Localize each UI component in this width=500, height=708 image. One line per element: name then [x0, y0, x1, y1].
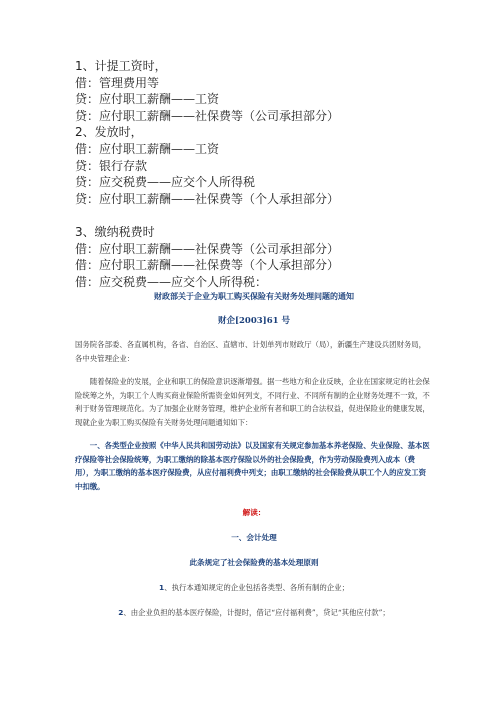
journal-line: 贷：应交税费——应交个人所得税 [75, 175, 256, 190]
journal-line: 2、发放时， [75, 125, 143, 140]
journal-line: 借：应付职工薪酬——社保费等（个人承担部分） [75, 258, 340, 273]
interpretation-heading: 解读： [242, 508, 266, 517]
journal-entries [75, 58, 455, 290]
journal-line: 贷：应付职工薪酬——社保费等（个人承担部分） [75, 191, 340, 206]
journal-line: 1、计提工资时， [75, 59, 167, 73]
journal-line: 贷：银行存款 [75, 158, 148, 173]
journal-line: 借：应交税费——应交个人所得税： [75, 274, 268, 289]
journal-line: 借：管理费用等 [75, 75, 160, 90]
clause-one: 一、各类型企业按照《中华人民共和国劳动法》以及国家有关规定参加基本养老保险、失业保险、基本医疗保险等社会保险统筹，为职工缴纳的除基本医疗保险以外的社会保险费，作为劳动保险费列入成本（费用），为职工缴纳的基本医疗保险费，从应付福利费中列支；由职工缴纳的社会保险费从职工个人的应发工资中扣缴。 [75, 441, 430, 491]
journal-line: 借：应付职工薪酬——工资 [75, 141, 220, 156]
blank-line [75, 207, 455, 224]
journal-line: 3、缴纳税费时 [75, 224, 155, 239]
notice-title: 财政部关于企业为职工购买保险有关财务处理问题的通知 [154, 291, 354, 301]
addressee: 国务院各部委、各直属机构，各省、自治区、直辖市、计划单列市财政厅（局），新疆生产建设兵团财务局，各中央管理企业： [75, 340, 427, 363]
document-number: 财企[2003]61 号 [218, 316, 290, 326]
journal-line: 贷：应付职工薪酬——工资 [75, 92, 220, 107]
body-paragraph: 随着保险业的发展，企业和职工的保险意识逐渐增强。据一些地方和企业反映，企业在国家规定的社会保险统筹之外，为职工个人购买商业保险所需资金如何列支，不同行业、不同所有制的企业财务处理不一致，不利于财务管理规范化。为了加强企业财务管理，维护企业所有者和职工的合法权益，促进保险业的健康发展，现就企业为职工购买保险有关财务处理问题通知如下： [75, 377, 430, 427]
list-item: 2、由企业负担的基本医疗保险，计提时，借记“应付福利费”，贷记“其他应付款”； [118, 608, 390, 617]
list-item: 1、执行本通知规定的企业包括各类型、各所有制的企业； [159, 583, 349, 592]
section-heading: 一、会计处理 [231, 533, 277, 542]
notice-article [75, 290, 433, 619]
principle-heading: 此条规定了社会保险费的基本处理原则 [189, 558, 319, 567]
journal-line: 借：应付职工薪酬——社保费等（公司承担部分） [75, 241, 340, 256]
journal-line: 贷：应付职工薪酬——社保费等（公司承担部分） [75, 108, 340, 123]
